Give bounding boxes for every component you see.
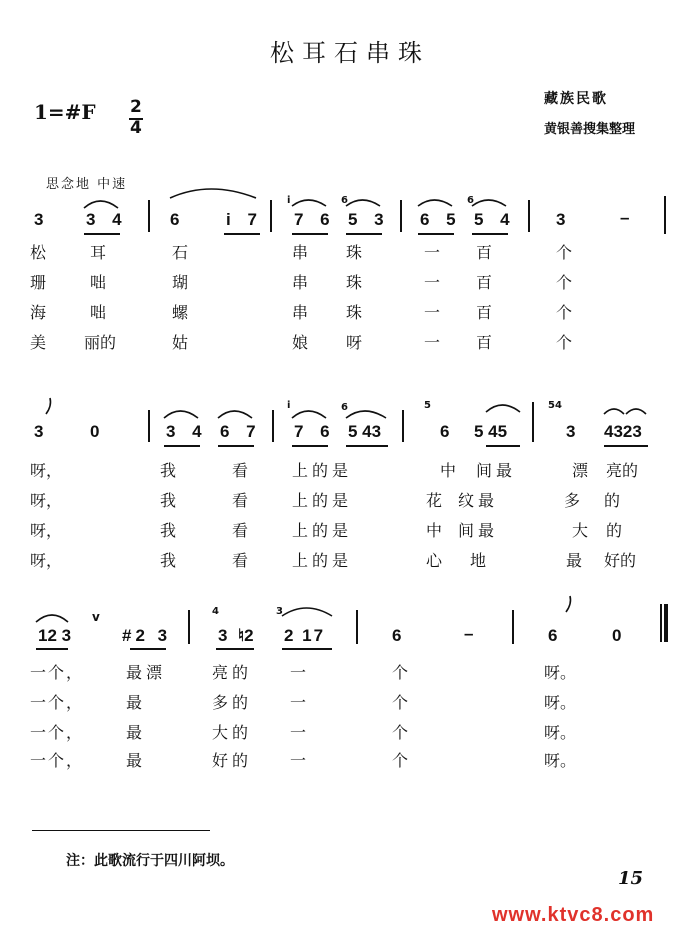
arranger-credit: 黄银善搜集整理 xyxy=(544,122,636,137)
lyric: 地 xyxy=(470,551,487,570)
dash: – xyxy=(464,624,474,643)
slur xyxy=(346,200,380,206)
grace-note: i xyxy=(287,195,291,206)
lyric: 多 xyxy=(564,491,581,510)
slur xyxy=(170,189,256,198)
lyric: 姑 xyxy=(172,333,189,352)
lyric: 瑚 xyxy=(172,273,189,292)
lyric: 我 xyxy=(160,461,177,480)
note: 6 xyxy=(392,626,402,645)
lyric: 花 xyxy=(426,491,443,510)
underline xyxy=(282,648,332,650)
lyric: 最 xyxy=(126,693,143,712)
lyric: 一 xyxy=(290,663,307,682)
lyric: 一个， xyxy=(30,693,85,712)
lyric: 呀， xyxy=(30,521,63,540)
underline xyxy=(292,445,328,447)
barline xyxy=(532,402,534,442)
grace-note: 6 xyxy=(341,402,348,413)
lyric: 咄 xyxy=(90,303,107,322)
lyric: 串 xyxy=(292,243,309,262)
slur xyxy=(292,200,326,206)
breath-stroke xyxy=(46,398,51,414)
underline xyxy=(84,233,120,235)
grace-note: 54 xyxy=(548,400,562,411)
lyric: 一个， xyxy=(30,663,85,682)
note: 3 xyxy=(556,210,566,229)
note-group: 3 4 xyxy=(166,422,208,441)
lyric: 心 xyxy=(426,551,443,570)
barline xyxy=(270,200,272,232)
breath-stroke xyxy=(566,596,571,612)
note-group: 5 3 xyxy=(348,210,390,229)
lyric: 一 xyxy=(290,723,307,742)
lyric: 看 xyxy=(232,491,249,510)
note: 6 xyxy=(440,422,450,441)
lyric: 最漂 xyxy=(126,663,167,682)
underline xyxy=(292,233,328,235)
note-group: 12 3 xyxy=(38,626,72,645)
lyric: 最 xyxy=(566,551,583,570)
lyric: 看 xyxy=(232,551,249,570)
barline xyxy=(512,610,514,644)
underline xyxy=(472,233,508,235)
rest: 0 xyxy=(90,422,100,441)
lyric: 百 xyxy=(476,303,493,322)
watermark: www.ktvc8.com xyxy=(492,904,655,926)
barline xyxy=(356,610,358,644)
lyric: 百 xyxy=(476,243,493,262)
final-barline-thin xyxy=(660,604,662,642)
lyric: 螺 xyxy=(172,303,189,322)
note-group: 4323 xyxy=(604,422,642,441)
slur xyxy=(164,411,198,418)
slur xyxy=(626,409,646,414)
page-number: 15 xyxy=(618,868,644,889)
lyric: 上的是 xyxy=(292,461,353,480)
underline xyxy=(346,445,388,447)
note-group: i 7 xyxy=(226,210,263,229)
barline xyxy=(272,410,274,442)
lyric: 娘 xyxy=(292,333,309,352)
lyric: 上的是 xyxy=(292,521,353,540)
lyric: 珠 xyxy=(346,303,363,322)
lyric: 个 xyxy=(556,303,573,322)
note-group: 6 7 xyxy=(220,422,262,441)
lyric: 的 xyxy=(604,491,621,510)
lyric: 海 xyxy=(30,303,47,322)
slur xyxy=(292,411,326,418)
lyric: 最 xyxy=(126,751,143,770)
lyric: 个 xyxy=(556,243,573,262)
barline xyxy=(148,200,150,232)
slur xyxy=(84,201,118,208)
underline xyxy=(164,445,200,447)
lyric: 漂 xyxy=(572,461,589,480)
slur xyxy=(36,615,68,622)
barline xyxy=(528,200,530,232)
lyric: 丽的 xyxy=(84,333,117,352)
lyric: 一 xyxy=(424,273,441,292)
lyric: 个 xyxy=(392,751,409,770)
lyric: 好的 xyxy=(212,751,253,770)
note: 3 xyxy=(34,210,44,229)
note-group: 7 6 xyxy=(294,210,336,229)
lyric: 间最 xyxy=(458,521,499,540)
note: 6 xyxy=(548,626,558,645)
song-source: 藏族民歌 xyxy=(544,91,608,107)
note: 3 xyxy=(218,626,228,645)
note: 3 xyxy=(566,422,576,441)
time-signature-denominator: 4 xyxy=(130,118,142,138)
grace-note: 6 xyxy=(467,195,474,206)
slur xyxy=(282,608,332,616)
lyric: 咄 xyxy=(90,273,107,292)
lyric: 一 xyxy=(290,751,307,770)
lyric: 石 xyxy=(172,243,189,262)
dash: – xyxy=(620,208,630,227)
note-group: 6 5 xyxy=(420,210,462,229)
lyric: 珠 xyxy=(346,243,363,262)
grace-note: 4 xyxy=(212,606,219,617)
slur xyxy=(346,411,386,418)
lyric: 耳 xyxy=(90,243,107,262)
lyric: 亮的 xyxy=(606,461,639,480)
lyric: 上的是 xyxy=(292,551,353,570)
lyric: 个 xyxy=(556,333,573,352)
lyric: 一个， xyxy=(30,751,85,770)
note-group: 7 6 xyxy=(294,422,336,441)
lyric: 一个， xyxy=(30,723,85,742)
lyric: 中 xyxy=(440,461,457,480)
footnote-rule xyxy=(32,830,210,831)
lyric: 呀。 xyxy=(544,693,577,712)
barline xyxy=(400,200,402,232)
slur xyxy=(418,200,452,206)
key-signature: 1=#F xyxy=(34,100,96,124)
lyric: 好的 xyxy=(604,551,637,570)
grace-note: 6 xyxy=(341,195,348,206)
slur xyxy=(218,411,252,418)
time-signature-numerator: 2 xyxy=(130,97,142,117)
grace-note: 5 xyxy=(424,400,431,411)
lyric: 多的 xyxy=(212,693,253,712)
note-group: 3 4 xyxy=(86,210,128,229)
underline xyxy=(130,648,166,650)
underline xyxy=(486,445,520,447)
lyric: 呀， xyxy=(30,491,63,510)
lyric: 个 xyxy=(556,273,573,292)
note-group: 2 17 xyxy=(284,626,326,645)
lyric: 我 xyxy=(160,551,177,570)
note: 3 xyxy=(34,422,44,441)
lyric: 个 xyxy=(392,663,409,682)
lyric: 纹最 xyxy=(458,491,499,510)
note-group: 5 4 xyxy=(474,210,516,229)
lyric: 一 xyxy=(424,243,441,262)
underline xyxy=(218,445,254,447)
underline xyxy=(36,648,68,650)
grace-note: i xyxy=(287,400,291,411)
lyric: 呀。 xyxy=(544,751,577,770)
slur xyxy=(486,405,520,412)
underline xyxy=(224,233,260,235)
lyric: 呀， xyxy=(30,461,63,480)
slur xyxy=(472,200,506,206)
lyric: 亮的 xyxy=(212,663,253,682)
lyric: 中 xyxy=(426,521,443,540)
lyric: 大的 xyxy=(212,723,253,742)
lyric: 上的是 xyxy=(292,491,353,510)
lyric: 间最 xyxy=(476,461,517,480)
slur xyxy=(604,409,624,414)
lyric: 我 xyxy=(160,521,177,540)
barline xyxy=(664,196,666,234)
note: ♮2 xyxy=(238,626,254,645)
breath-mark: v xyxy=(92,610,100,624)
lyric: 美 xyxy=(30,333,47,352)
lyric: 个 xyxy=(392,693,409,712)
barline xyxy=(402,410,404,442)
note-group: #2 3 xyxy=(122,626,172,645)
lyric: 一 xyxy=(290,693,307,712)
lyric: 百 xyxy=(476,273,493,292)
lyric: 最 xyxy=(126,723,143,742)
underline xyxy=(604,445,648,447)
lyric: 呀。 xyxy=(544,723,577,742)
grace-note: 3 xyxy=(276,606,283,617)
lyric: 大 xyxy=(572,521,589,540)
final-barline-thick xyxy=(664,604,668,642)
barline xyxy=(148,410,150,442)
song-title: 松耳石串珠 xyxy=(270,39,430,67)
lyric: 呀。 xyxy=(544,663,577,682)
lyric: 珠 xyxy=(346,273,363,292)
underline xyxy=(346,233,382,235)
underline xyxy=(418,233,454,235)
barline xyxy=(188,610,190,644)
rest: 0 xyxy=(612,626,622,645)
lyric: 一 xyxy=(424,333,441,352)
note-group: 5 43 xyxy=(348,422,382,441)
lyric: 松 xyxy=(30,243,47,262)
lyric: 一 xyxy=(424,303,441,322)
tempo-marking: 思念地 中速 xyxy=(46,177,128,192)
note-group: 5 45 xyxy=(474,422,508,441)
lyric: 看 xyxy=(232,521,249,540)
lyric: 我 xyxy=(160,491,177,510)
lyric: 珊 xyxy=(30,273,47,292)
note: 6 xyxy=(170,210,180,229)
underline xyxy=(216,648,254,650)
lyric: 看 xyxy=(232,461,249,480)
lyric: 串 xyxy=(292,273,309,292)
lyric: 呀， xyxy=(30,551,63,570)
footnote: 注：此歌流行于四川阿坝。 xyxy=(66,853,234,869)
lyric: 串 xyxy=(292,303,309,322)
lyric: 百 xyxy=(476,333,493,352)
lyric: 的 xyxy=(606,521,623,540)
lyric: 呀 xyxy=(346,333,363,352)
lyric: 个 xyxy=(392,723,409,742)
